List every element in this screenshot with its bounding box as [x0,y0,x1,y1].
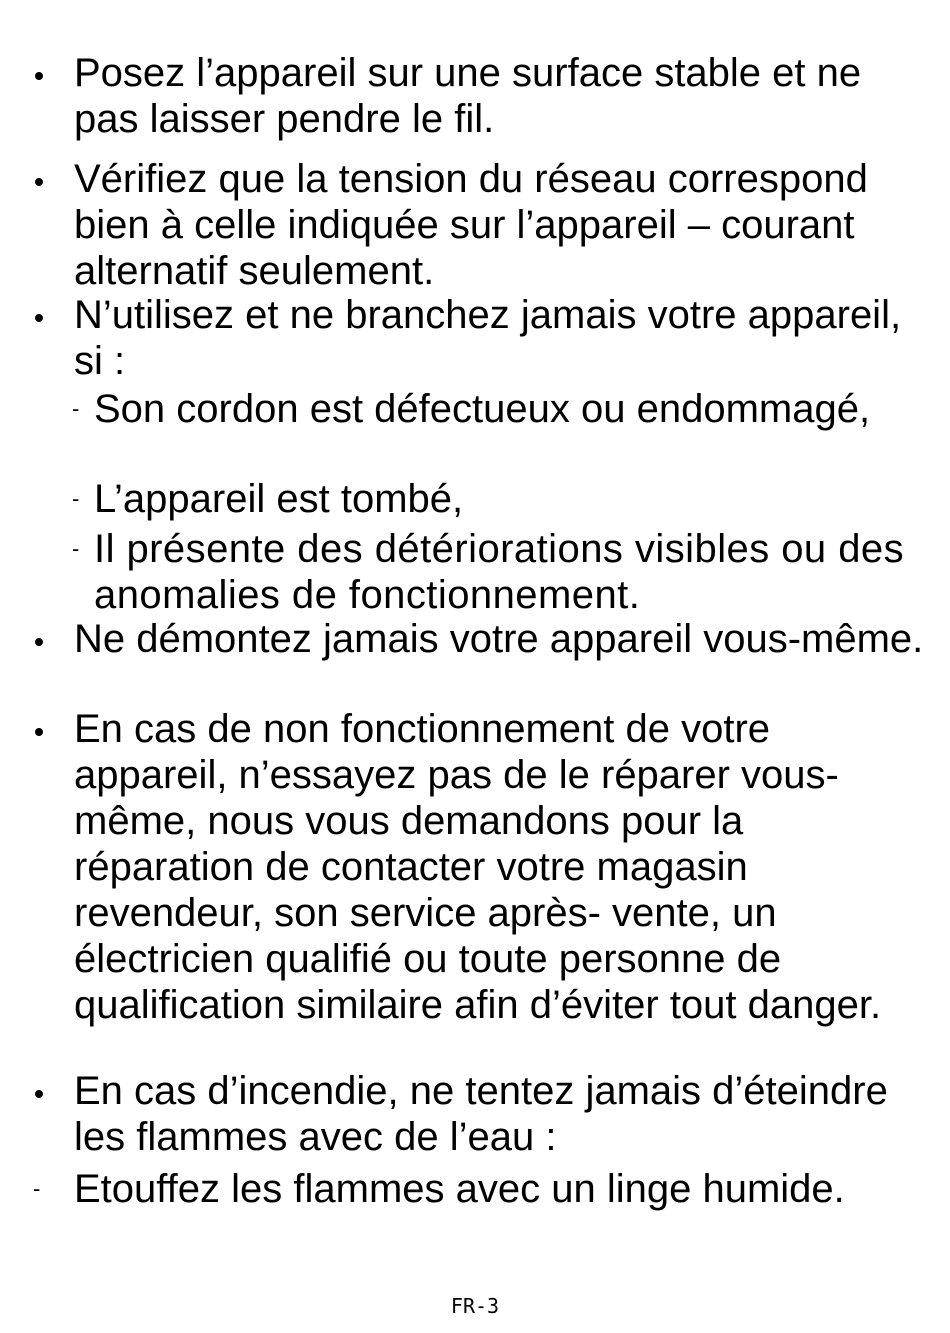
dash-marker: - [72,486,80,511]
list-item-text: En cas d’incendie, ne tentez jamais d’éteindre les flammes avec de l’eau : [74,1069,888,1159]
page-number: FR-3 [450,1294,500,1318]
list-item-text: Ne démontez jamais votre appareil vous-même. [74,617,924,661]
bullet-icon [35,72,43,80]
list-item-text: Posez l’appareil sur une surface stable et ne pas laisser pendre le fil. [74,51,862,141]
bullet-icon [35,638,43,646]
list-item-text: Vérifiez que la tension du réseau correspond bien à celle indiquée sur l’appareil – courant alternatif seulement. [74,157,868,293]
bullet-icon [35,314,43,322]
bullet-icon [35,1090,43,1098]
bullet-icon [35,728,43,736]
sub-list-item-text: L’appareil est tombé, [94,477,464,521]
sub-list-item-text: Son cordon est défectueux ou endommagé, [94,387,871,431]
bullet-icon [35,178,43,186]
dash-marker: - [33,1176,41,1201]
sub-list-item-text: Il présente des détériorations visibles ou des anomalies de fonctionnement. [94,527,905,617]
list-item-text: En cas de non fonctionnement de votre appareil, n’essayez pas de le réparer vous-même, nous vous demandons pour la réparation de contacter votre magasin revendeur, son service après- vente, un électricien qualifié ou toute personne de qualification similaire afin d’éviter tout danger. [74,707,882,1027]
dash-marker: - [72,536,80,561]
dash-marker: - [72,396,80,421]
list-item-text: Etouffez les flammes avec un linge humide. [74,1167,845,1211]
list-item-text: N’utilisez et ne branchez jamais votre appareil, si : [74,293,902,383]
